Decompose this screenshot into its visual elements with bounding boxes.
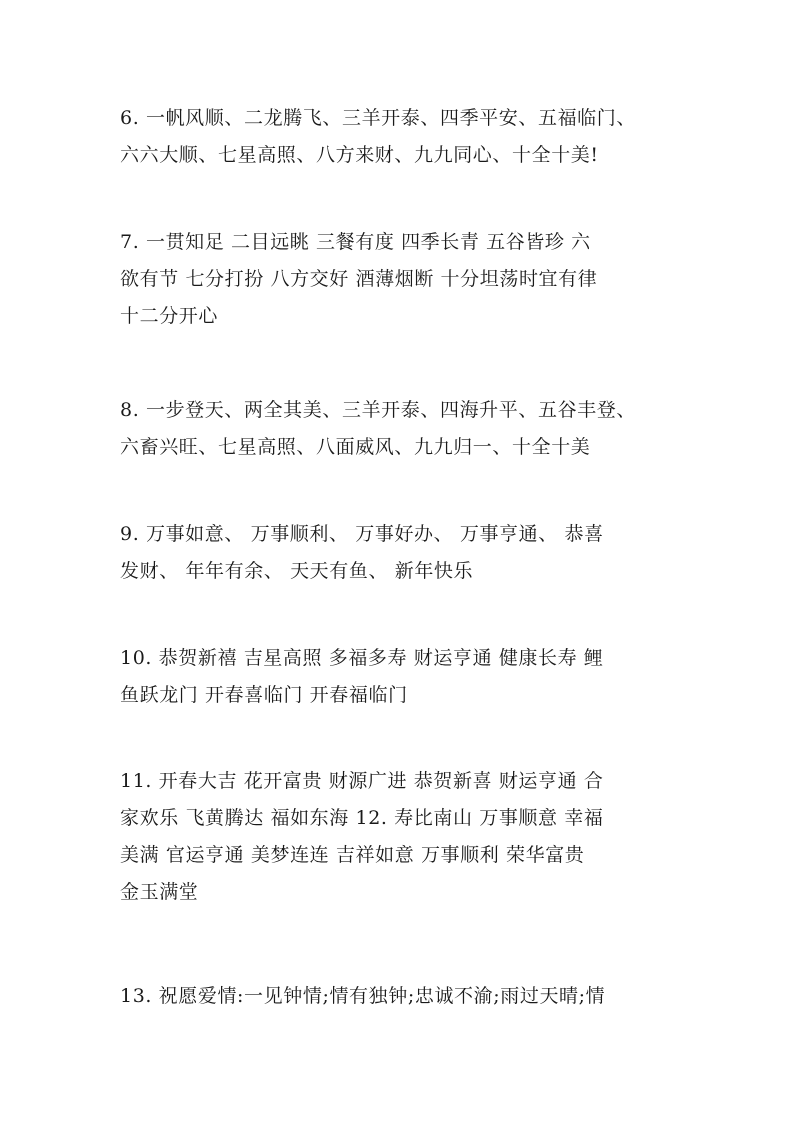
text-line: 金玉满堂 (120, 881, 199, 903)
paragraph-13 (120, 978, 690, 1015)
text-line: 家欢乐 飞黄腾达 福如东海 12. 寿比南山 万事顺意 幸福 (120, 807, 604, 829)
text-line: 美满 官运亨通 美梦连连 吉祥如意 万事顺利 荣华富贵 (120, 844, 585, 866)
text-line: 发财、 年年有余、 天天有鱼、 新年快乐 (120, 560, 474, 582)
text-line: 6. 一帆风顺、二龙腾飞、三羊开泰、四季平安、五福临门、 (120, 107, 636, 129)
paragraph-11 (120, 763, 690, 911)
text-line: 7. 一贯知足 二目远眺 三餐有度 四季长青 五谷皆珍 六 (120, 231, 591, 253)
text-line: 13. 祝愿爱情:一见钟情;情有独钟;忠诚不渝;雨过天晴;情 (120, 985, 606, 1007)
text-line: 十二分开心 (120, 305, 219, 327)
text-line: 11. 开春大吉 花开富贵 财源广进 恭贺新喜 财运亨通 合 (120, 770, 604, 792)
text-line: 8. 一步登天、两全其美、三羊开泰、四海升平、五谷丰登、 (120, 399, 636, 421)
paragraph-8 (120, 392, 690, 466)
text-line: 六畜兴旺、七星高照、八面威风、九九归一、十全十美 (120, 436, 591, 458)
paragraph-9 (120, 516, 690, 590)
text-line: 鱼跃龙门 开春喜临门 开春福临门 (120, 684, 408, 706)
text-line: 六六大顺、七星高照、八方来财、九九同心、十全十美! (120, 144, 599, 166)
text-line: 10. 恭贺新禧 吉星高照 多福多寿 财运亨通 健康长寿 鲤 (120, 647, 604, 669)
paragraph-10 (120, 640, 690, 714)
text-line: 欲有节 七分打扮 八方交好 酒薄烟断 十分坦荡时宜有律 (120, 268, 598, 290)
paragraph-6 (120, 100, 690, 174)
paragraph-7 (120, 224, 690, 335)
text-line: 9. 万事如意、 万事顺利、 万事好办、 万事亨通、 恭喜 (120, 523, 604, 545)
